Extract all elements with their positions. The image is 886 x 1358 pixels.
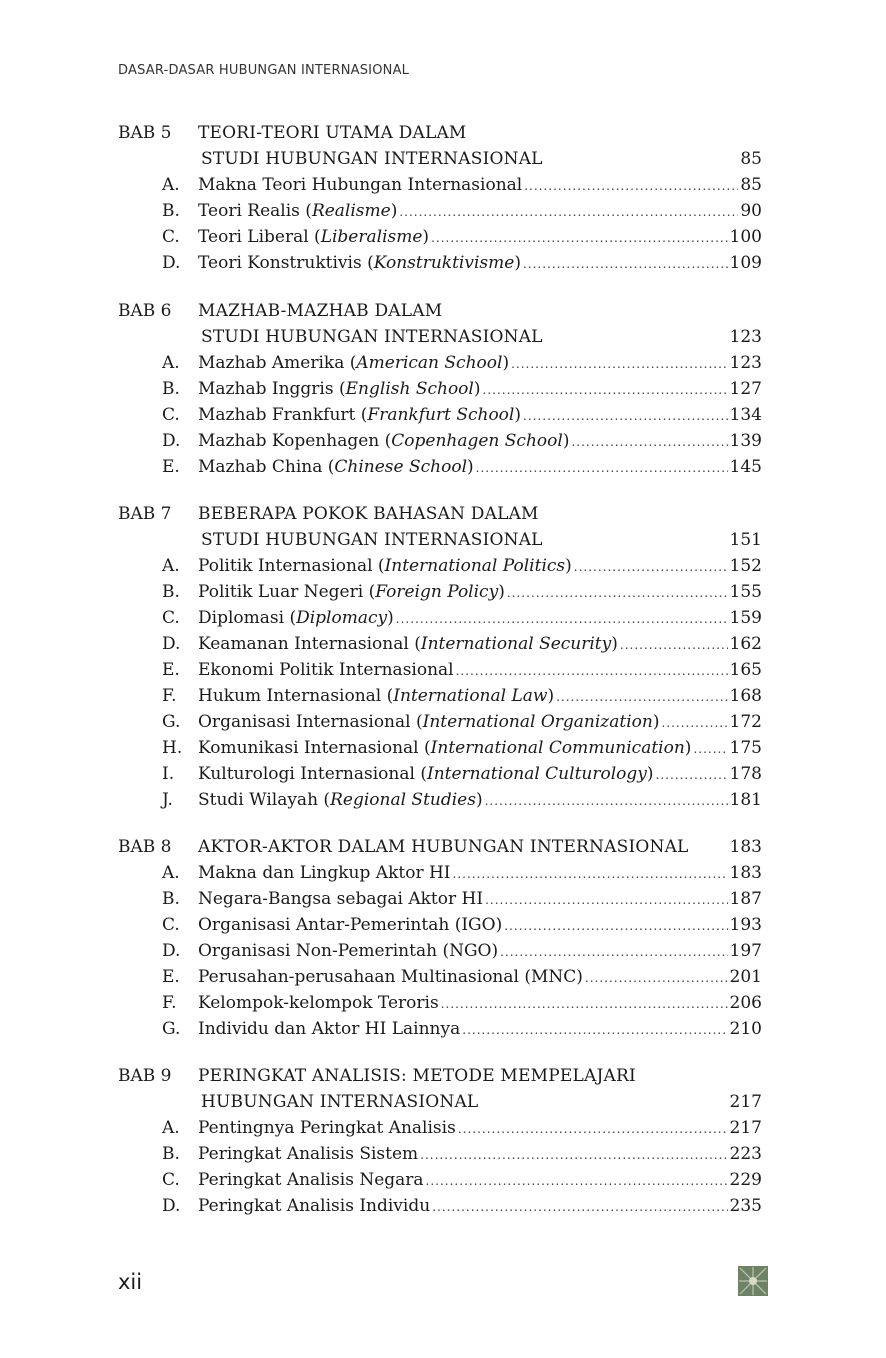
entry-page-number: 206 [729, 993, 762, 1013]
chapter-title: TEORI-TEORI UTAMA DALAM [198, 123, 467, 143]
entry-title-group: Politik Luar Negeri (Foreign Policy) [198, 582, 505, 602]
entry-page-number: 201 [729, 967, 762, 987]
entry-title-group [198, 172, 522, 198]
entry-page-number: 168 [729, 686, 762, 706]
chapter-title: STUDI HUBUNGAN INTERNASIONAL [201, 327, 543, 347]
dot-leader [426, 1168, 728, 1194]
toc-entry[interactable] [118, 1115, 762, 1141]
dot-leader [420, 1142, 727, 1168]
entry-title: Makna dan Lingkup Aktor HI [198, 863, 451, 883]
entry-title: Peringkat Analisis Sistem [198, 1144, 419, 1164]
entry-title-group: Kulturologi Internasional (International Culturology) [198, 764, 654, 784]
toc-entry[interactable] [118, 938, 762, 964]
dot-leader [432, 1194, 727, 1220]
entry-letter: I. [162, 764, 175, 784]
entry-title: Keamanan Internasional [198, 634, 409, 654]
chapter-heading-row [118, 834, 762, 860]
entry-title-italic: Konstruktivisme [373, 253, 515, 273]
entry-page-number: 152 [729, 556, 762, 576]
entry-title: Mazhab Kopenhagen [198, 431, 380, 451]
entry-letter: B. [162, 889, 180, 909]
chapter-heading-row [118, 1063, 762, 1089]
entry-letter: B. [162, 379, 180, 399]
entry-letter: E. [162, 660, 180, 680]
entry-title-group: Diplomasi (Diplomacy) [198, 608, 394, 628]
entry-title: Pentingnya Peringkat Analisis [198, 1118, 456, 1138]
entry-page-number: 217 [729, 1118, 762, 1138]
chapter-page-number: 151 [729, 530, 762, 550]
entry-title-italic: International Organization [422, 712, 653, 732]
chapter-block [118, 298, 762, 480]
entry-letter: C. [162, 608, 180, 628]
entry-title-group: Teori Liberal (Liberalisme) [198, 227, 430, 247]
chapter-title: BEBERAPA POKOK BAHASAN DALAM [198, 504, 539, 524]
chapter-block [118, 501, 762, 813]
dot-leader [504, 913, 727, 939]
entry-title-group [198, 912, 502, 938]
entry-letter: J. [162, 790, 173, 810]
entry-page-number: 159 [729, 608, 762, 628]
toc-entry[interactable] [118, 402, 762, 428]
entry-title: Hukum Internasional [198, 686, 382, 706]
toc-entry[interactable] [118, 709, 762, 735]
dot-leader [524, 173, 738, 199]
dot-leader [661, 710, 727, 736]
chapter-heading-row [118, 298, 762, 324]
dot-leader [476, 455, 728, 481]
entry-title: Negara-Bangsa sebagai Aktor HI [198, 889, 484, 909]
entry-title-italic: American School [356, 353, 503, 373]
entry-title-group: Mazhab Kopenhagen (Copenhagen School) [198, 431, 570, 451]
entry-title: Politik Internasional [198, 556, 373, 576]
entry-title: Mazhab Frankfurt [198, 405, 356, 425]
entry-title: Diplomasi [198, 608, 285, 628]
entry-letter: E. [162, 967, 180, 987]
toc-entry[interactable] [118, 350, 762, 376]
dot-leader [585, 965, 728, 991]
toc-entry[interactable] [118, 631, 762, 657]
chapter-heading-row [118, 120, 762, 146]
entry-title-group [198, 990, 439, 1016]
entry-letter: G. [162, 712, 181, 732]
dot-leader [453, 861, 728, 887]
toc-entry[interactable] [118, 683, 762, 709]
entry-title-italic: Foreign Policy [375, 582, 499, 602]
toc-entry[interactable] [118, 990, 762, 1016]
entry-title: Teori Realis [198, 201, 300, 221]
toc-entry[interactable] [118, 428, 762, 454]
entry-title-italic: International Politics [384, 556, 566, 576]
entry-page-number: 175 [729, 738, 762, 758]
entry-title: Organisasi Antar-Pemerintah (IGO) [198, 915, 503, 935]
entry-letter: C. [162, 405, 180, 425]
toc-entry[interactable] [118, 1193, 762, 1219]
toc-entry[interactable] [118, 553, 762, 579]
entry-title-italic: Liberalisme [320, 227, 423, 247]
toc-entry[interactable] [118, 376, 762, 402]
entry-title-group [198, 1141, 418, 1167]
toc-entry[interactable] [118, 787, 762, 813]
entry-title-group [198, 886, 483, 912]
entry-title-group [198, 1193, 430, 1219]
entry-title: Kelompok-kelompok Teroris [198, 993, 439, 1013]
chapter-number: BAB 5 [118, 123, 172, 143]
chapter-page-number: 183 [729, 837, 762, 857]
entry-title: Studi Wilayah [198, 790, 319, 810]
chapter-block [118, 1063, 762, 1219]
entry-title-italic: Regional Studies [330, 790, 476, 810]
entry-title-group: Mazhab Amerika (American School) [198, 353, 510, 373]
entry-title-group: Hukum Internasional (International Law) [198, 686, 555, 706]
entry-letter: B. [162, 201, 180, 221]
entry-letter: D. [162, 941, 181, 961]
chapter-block [118, 834, 762, 1042]
entry-letter: A. [162, 1118, 180, 1138]
chapter-number: BAB 8 [118, 837, 172, 857]
entry-title: Politik Luar Negeri [198, 582, 364, 602]
entry-title-group: Mazhab Frankfurt (Frankfurt School) [198, 405, 521, 425]
dot-leader [656, 762, 728, 788]
entry-page-number: 235 [729, 1196, 762, 1216]
entry-page-number: 197 [729, 941, 762, 961]
entry-title-group [198, 657, 454, 683]
entry-title: Ekonomi Politik Internasional [198, 660, 454, 680]
entry-title: Makna Teori Hubungan Internasional [198, 175, 523, 195]
entry-title-italic: Chinese School [334, 457, 468, 477]
entry-page-number: 210 [729, 1019, 762, 1039]
page-folio: xii [118, 1270, 143, 1294]
toc-entry[interactable] [118, 224, 762, 250]
dot-leader [511, 351, 727, 377]
entry-letter: A. [162, 175, 180, 195]
chapter-title: STUDI HUBUNGAN INTERNASIONAL [201, 149, 543, 169]
entry-letter: F. [162, 686, 177, 706]
entry-page-number: 90 [740, 201, 762, 221]
chapter-heading-row [118, 324, 762, 350]
toc-entry[interactable] [118, 1167, 762, 1193]
entry-letter: D. [162, 431, 181, 451]
entry-title-group: Organisasi Internasional (International Organization) [198, 712, 660, 732]
dot-leader [456, 658, 728, 684]
entry-title-italic: Realisme [311, 201, 391, 221]
entry-title: Organisasi Internasional [198, 712, 411, 732]
entry-page-number: 193 [729, 915, 762, 935]
entry-title-group: Mazhab China (Chinese School) [198, 457, 474, 477]
entry-page-number: 162 [729, 634, 762, 654]
toc-entry[interactable] [118, 605, 762, 631]
entry-page-number: 172 [729, 712, 762, 732]
dot-leader [441, 991, 728, 1017]
entry-title: Mazhab Inggris [198, 379, 334, 399]
entry-title: Kulturologi Internasional [198, 764, 415, 784]
entry-title-group [198, 860, 451, 886]
chapter-title: STUDI HUBUNGAN INTERNASIONAL [201, 530, 543, 550]
entry-letter: D. [162, 634, 181, 654]
toc-entry[interactable] [118, 1016, 762, 1042]
entry-title-italic: Diplomacy [296, 608, 388, 628]
entry-title: Mazhab Amerika [198, 353, 345, 373]
entry-page-number: 183 [729, 863, 762, 883]
chapter-page-number: 217 [729, 1092, 762, 1112]
chapter-heading-row [118, 1089, 762, 1115]
entry-page-number: 109 [729, 253, 762, 273]
entry-letter: G. [162, 1019, 181, 1039]
dot-leader [462, 1017, 727, 1043]
entry-letter: A. [162, 353, 180, 373]
entry-page-number: 145 [729, 457, 762, 477]
entry-page-number: 178 [729, 764, 762, 784]
chapter-heading-row [118, 501, 762, 527]
entry-title-group [198, 964, 583, 990]
entry-title-italic: International Communication [430, 738, 685, 758]
chapter-heading-row [118, 146, 762, 172]
entry-title-group: Teori Realis (Realisme) [198, 201, 398, 221]
chapter-title: PERINGKAT ANALISIS: METODE MEMPELAJARI [198, 1066, 636, 1086]
entry-letter: H. [162, 738, 183, 758]
entry-title: Teori Konstruktivis [198, 253, 362, 273]
toc-entry[interactable] [118, 172, 762, 198]
entry-title-group: Teori Konstruktivis (Konstruktivisme) [198, 253, 521, 273]
entry-title-group: Studi Wilayah (Regional Studies) [198, 790, 483, 810]
entry-letter: A. [162, 863, 180, 883]
dot-leader [574, 554, 728, 580]
chapter-title: HUBUNGAN INTERNASIONAL [201, 1092, 479, 1112]
entry-title-group [198, 1167, 424, 1193]
entry-title-italic: English School [345, 379, 474, 399]
toc-entry[interactable] [118, 860, 762, 886]
entry-page-number: 123 [729, 353, 762, 373]
entry-title: Perusahan-perusahaan Multinasional (MNC) [198, 967, 583, 987]
entry-page-number: 85 [740, 175, 762, 195]
entry-title: Teori Liberal [198, 227, 309, 247]
dot-leader [571, 429, 727, 455]
toc-entry[interactable] [118, 886, 762, 912]
entry-letter: B. [162, 1144, 180, 1164]
dot-leader [396, 606, 728, 632]
chapter-page-number: 123 [729, 327, 762, 347]
entry-title: Peringkat Analisis Individu [198, 1196, 431, 1216]
entry-letter: F. [162, 993, 177, 1013]
entry-page-number: 187 [729, 889, 762, 909]
entry-letter: C. [162, 1170, 180, 1190]
toc-entry[interactable] [118, 912, 762, 938]
toc-entry[interactable] [118, 198, 762, 224]
entry-title: Komunikasi Internasional [198, 738, 419, 758]
dot-leader [500, 939, 727, 965]
toc-entry[interactable] [118, 964, 762, 990]
entry-title-group [198, 938, 498, 964]
toc-entry[interactable] [118, 1141, 762, 1167]
chapter-number: BAB 7 [118, 504, 172, 524]
chapter-heading-row [118, 527, 762, 553]
entry-title-group: Politik Internasional (International Politics) [198, 556, 572, 576]
entry-page-number: 134 [729, 405, 762, 425]
entry-page-number: 229 [729, 1170, 762, 1190]
dot-leader [458, 1116, 728, 1142]
entry-title-group: Mazhab Inggris (English School) [198, 379, 481, 399]
entry-page-number: 100 [729, 227, 762, 247]
entry-title-group [198, 1115, 456, 1141]
entry-page-number: 223 [729, 1144, 762, 1164]
entry-page-number: 155 [729, 582, 762, 602]
toc-entry[interactable] [118, 579, 762, 605]
dot-leader [693, 736, 727, 762]
dot-leader [523, 403, 728, 429]
toc-entry[interactable] [118, 735, 762, 761]
entry-title-group: Keamanan Internasional (International Security) [198, 634, 618, 654]
dot-leader [620, 632, 728, 658]
chapter-number: BAB 9 [118, 1066, 172, 1086]
dot-leader [523, 251, 728, 277]
chapter-block [118, 120, 762, 276]
entry-title-italic: Copenhagen School [391, 431, 563, 451]
dot-leader [485, 788, 728, 814]
entry-title-italic: International Culturology [426, 764, 647, 784]
chapter-number: BAB 6 [118, 301, 172, 321]
entry-letter: E. [162, 457, 180, 477]
toc-entry[interactable] [118, 454, 762, 480]
toc-entry[interactable] [118, 250, 762, 276]
toc-entry[interactable] [118, 657, 762, 683]
entry-letter: B. [162, 582, 180, 602]
chapter-title: MAZHAB-MAZHAB DALAM [198, 301, 443, 321]
chapter-title: AKTOR-AKTOR DALAM HUBUNGAN INTERNASIONAL [198, 837, 689, 857]
dot-leader [485, 887, 727, 913]
chapter-page-number: 85 [740, 149, 762, 169]
entry-title: Peringkat Analisis Negara [198, 1170, 424, 1190]
dot-leader [507, 580, 728, 606]
toc-entry[interactable] [118, 761, 762, 787]
entry-title: Mazhab China [198, 457, 323, 477]
entry-page-number: 165 [729, 660, 762, 680]
entry-letter: D. [162, 253, 181, 273]
entry-title-group: Komunikasi Internasional (International Communication) [198, 738, 692, 758]
running-header: DASAR-DASAR HUBUNGAN INTERNASIONAL [118, 63, 410, 78]
entry-page-number: 127 [729, 379, 762, 399]
dot-leader [399, 199, 738, 225]
entry-title-italic: Frankfurt School [367, 405, 515, 425]
ornament-icon [738, 1266, 768, 1296]
entry-title-italic: International Law [393, 686, 548, 706]
entry-title-group [198, 1016, 460, 1042]
dot-leader [556, 684, 727, 710]
entry-letter: C. [162, 227, 180, 247]
entry-title: Organisasi Non-Pemerintah (NGO) [198, 941, 499, 961]
entry-title-italic: International Security [420, 634, 612, 654]
entry-page-number: 139 [729, 431, 762, 451]
entry-page-number: 181 [729, 790, 762, 810]
entry-letter: D. [162, 1196, 181, 1216]
dot-leader [483, 377, 728, 403]
dot-leader [431, 225, 727, 251]
entry-letter: C. [162, 915, 180, 935]
entry-title: Individu dan Aktor HI Lainnya [198, 1019, 461, 1039]
entry-letter: A. [162, 556, 180, 576]
